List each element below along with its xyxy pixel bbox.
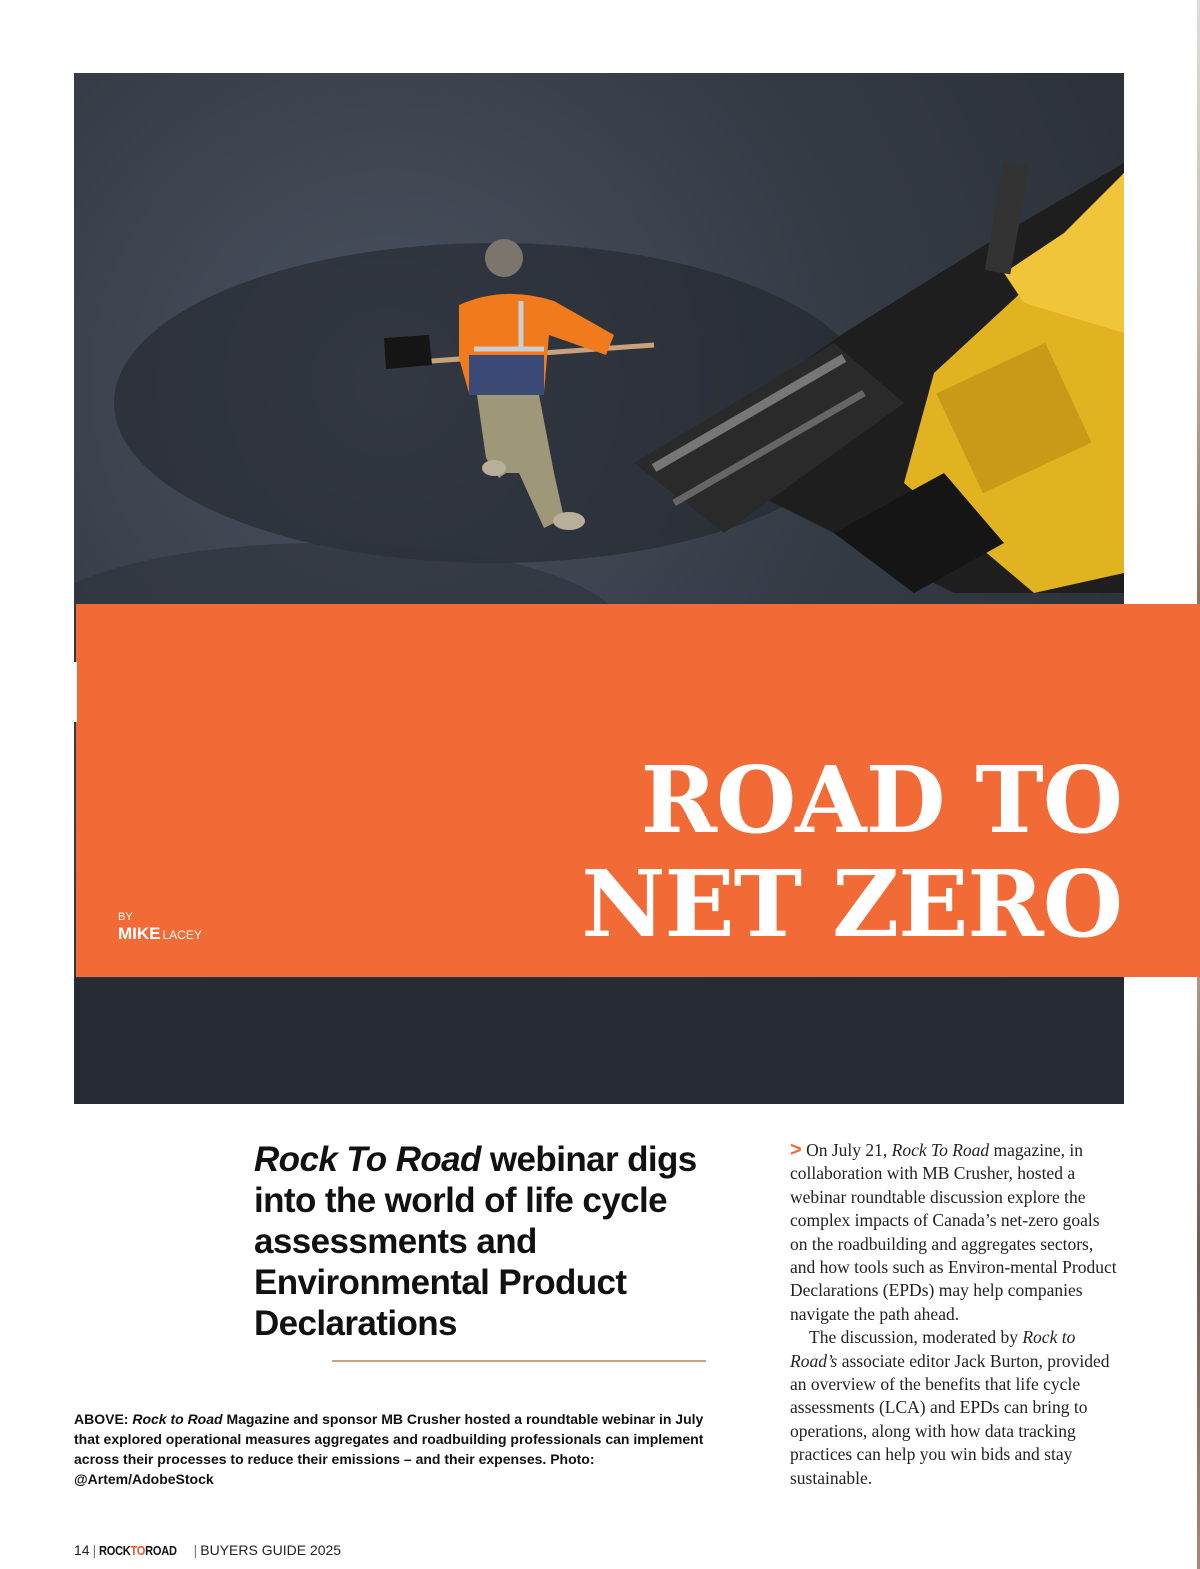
body-p1-start: On July 21, — [801, 1140, 892, 1160]
article-deck — [254, 1139, 704, 1344]
chevron-icon: > — [790, 1139, 802, 1161]
footer-separator-2: | — [193, 1542, 198, 1558]
deck-publication-name: Rock To Road — [254, 1140, 481, 1179]
title-line-2: NET ZERO — [581, 850, 1122, 958]
deck-divider — [332, 1360, 706, 1362]
footer-separator: | — [92, 1542, 97, 1558]
issue-name: BUYERS GUIDE 2025 — [200, 1542, 342, 1558]
caption-prefix: ABOVE: — [74, 1411, 133, 1427]
body-p2-end: associate editor Jack Burton, provided an overview of the benefits that life cycle assessments (LCA) and EPDs can bring to operations, along with how data tracking practices can help you win bids and stay sustainable. — [790, 1350, 1110, 1488]
caption-text: Magazine and sponsor MB Crusher hosted a roundtable webinar in July that explored operational measures aggregates and roadbuilding professionals can implement across their processes to reduce their emissions – and their expenses. Photo: @Artem/AdobeStock — [74, 1411, 704, 1487]
body-p1-end: magazine, in collaboration with MB Crusher, hosted a webinar roundtable discussion explore the complex impacts of Canada’s net-zero goals on the roadbuilding and aggregates sectors, and how tools such as Environ-mental Product Declarations (EPDs) may help companies navigate the path ahead. — [790, 1140, 1117, 1324]
logo-part-2: TO — [130, 1543, 146, 1558]
title-line-1: ROAD TO — [640, 746, 1122, 854]
logo-part-3: ROAD — [145, 1543, 177, 1558]
body-p1-italic: Rock To Road — [891, 1140, 990, 1160]
byline — [118, 911, 202, 944]
article-title — [581, 748, 1122, 956]
article-body — [790, 1139, 1120, 1490]
caption-publication-name: Rock to Road — [132, 1411, 223, 1427]
logo-part-1: ROCK — [99, 1543, 131, 1558]
photo-caption — [74, 1409, 714, 1489]
body-paragraph-2 — [790, 1326, 1120, 1490]
body-p2-start: The discussion, moderated by — [809, 1327, 1023, 1348]
page-footer — [74, 1542, 341, 1558]
deck-text: webinar digs into the world of life cycle assessments and Environmental Product Declarations — [254, 1140, 697, 1343]
body-p2-italic: Rock to Road’s — [790, 1327, 1076, 1371]
author-last-name: LACEY — [162, 928, 202, 942]
lower-road-strip — [74, 978, 1124, 1104]
magazine-logo — [99, 1543, 177, 1558]
byline-label: BY — [118, 911, 133, 923]
author-first-name: MIKE — [118, 924, 161, 943]
page-number: 14 — [74, 1542, 90, 1558]
body-paragraph-1 — [790, 1139, 1120, 1326]
band-notch — [74, 662, 77, 722]
